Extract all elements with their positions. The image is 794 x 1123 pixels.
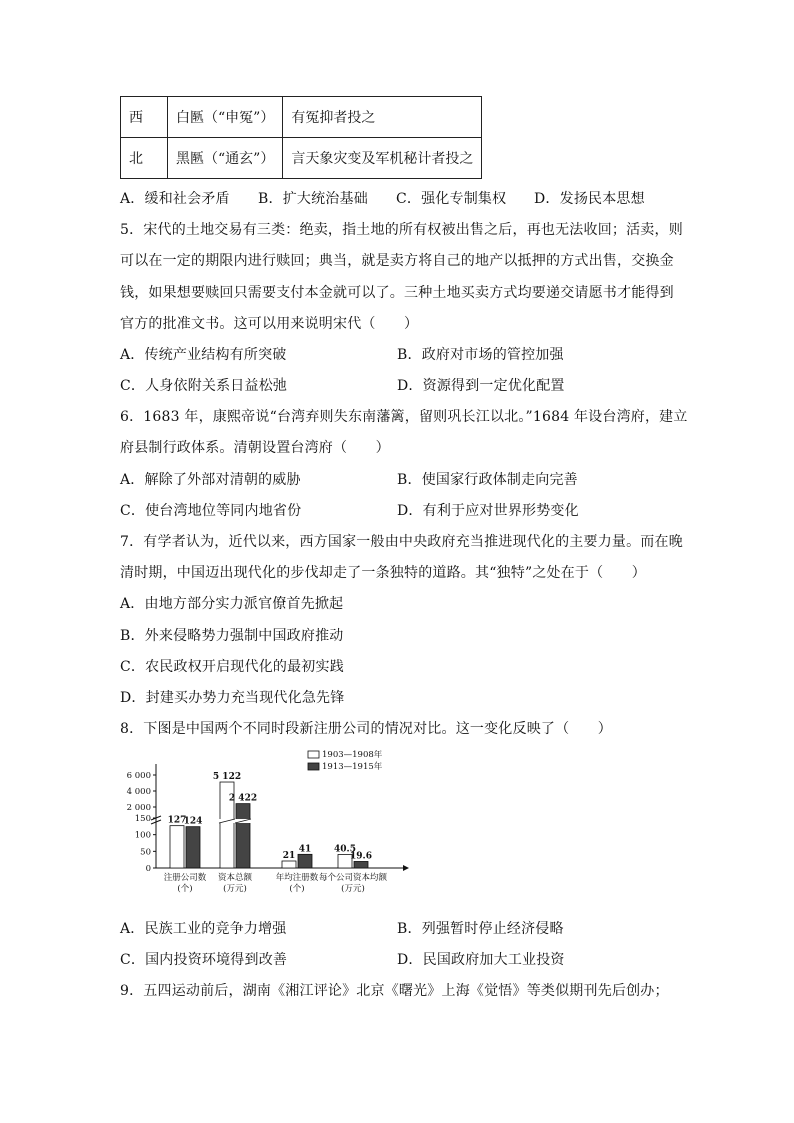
q6-stem-line: 府县制行政体系。清朝设置台湾府（ ） (120, 440, 390, 456)
data-label: 124 (183, 816, 203, 827)
bar (354, 861, 368, 868)
data-label: 127 (167, 815, 187, 826)
y-tick-label: 6 000 (126, 771, 151, 781)
category-unit-label: (万元) (223, 884, 247, 894)
data-label: 41 (298, 844, 312, 855)
table-cell: 有冤抑者投之 (283, 97, 482, 138)
bar (170, 826, 184, 868)
table-row (121, 97, 482, 138)
q5-option-b: B．政府对市场的管控加强 (397, 347, 564, 363)
q5-stem-line: 钱，如果想要赎回只需要支付本金就可以了。三种土地买卖方式均要递交请愿书才能得到 (120, 285, 674, 301)
category-label: 年均注册数 (275, 873, 319, 883)
q8-option-b: B．列强暂时停止经济侵略 (397, 921, 564, 937)
category-unit-label: (万元) (341, 884, 365, 894)
q4-options (120, 188, 645, 208)
q5-stem-line: 5．宋代的土地交易有三类：绝卖，指土地的所有权被出售之后，再也无法收回；活卖，则 (120, 222, 683, 238)
table-cell: 言天象灾变及军机秘计者投之 (283, 138, 482, 179)
q5-stem-line: 官方的批准文书。这可以用来说明宋代（ ） (120, 316, 419, 332)
q6-stem-line: 6．1683 年，康熙帝说“台湾弃则失东南藩篱，留则巩长江以北。”1684 年设台湾府，建立 (120, 409, 688, 425)
category-label: 每个公司资本均额 (318, 873, 388, 883)
table-cell: 西 (121, 97, 168, 138)
q4-option-a: A．缓和社会矛盾 (120, 191, 230, 207)
table-cell: 白匦（“申冤”） (168, 97, 283, 138)
y-tick-label: 150 (134, 814, 151, 824)
q6-option-d: D．有利于应对世界形势变化 (397, 503, 579, 519)
q4-option-d: D．发扬民本思想 (534, 191, 645, 207)
bar (186, 827, 200, 868)
x-axis-arrow (403, 865, 409, 871)
q6-option-b: B．使国家行政体制走向完善 (397, 472, 578, 488)
q8-option-a: A．民族工业的竞争力增强 (120, 921, 287, 937)
q5-option-d: D．资源得到一定优化配置 (397, 378, 565, 394)
q9-stem: 9．五四运动前后，湖南《湘江评论》北京《曙光》上海《觉悟》等类似期刊先后创办； (120, 983, 669, 999)
q8-option-c: C．国内投资环境得到改善 (120, 952, 288, 968)
bar (282, 861, 296, 868)
q7-option-a: A．由地方部分实力派官僚首先掀起 (120, 596, 344, 612)
q6-option-a: A．解除了外部对清朝的威胁 (120, 472, 301, 488)
data-label: 19.6 (350, 851, 372, 862)
punishment-box-table (120, 96, 482, 179)
category-label: 资本总额 (217, 873, 253, 883)
data-label: 2 422 (228, 793, 258, 804)
data-label: 5 122 (212, 772, 242, 783)
data-label: 21 (282, 851, 296, 861)
q5-stem-line: 可以在一定的期限内进行赎回；典当，就是卖方将自己的地产以抵押的方式出售，交换金 (120, 253, 674, 269)
q8-stem: 8．下图是中国两个不同时段新注册公司的情况对比。这一变化反映了（ ） (120, 721, 612, 737)
q7-option-c: C．农民政权开启现代化的最初实践 (120, 659, 344, 675)
company-registration-chart (118, 750, 418, 902)
q7-option-b: B．外来侵略势力强制中国政府推动 (120, 628, 344, 644)
category-unit-label: (个) (177, 884, 193, 894)
data-label: 40.5 (334, 844, 356, 855)
q5-option-a: A．传统产业结构有所突破 (120, 347, 287, 363)
y-tick-label: 0 (145, 864, 151, 874)
y-tick-label: 50 (140, 847, 151, 858)
q6-option-c: C．使台湾地位等同内地省份 (120, 503, 302, 519)
y-tick-label: 4 000 (126, 787, 151, 797)
table-cell: 黑匦（“通玄”） (168, 138, 283, 179)
legend-label: 1903—1908年 (322, 750, 383, 760)
q7-stem-line: 7．有学者认为，近代以来，西方国家一般由中央政府充当推进现代化的主要力量。而在晚 (120, 534, 683, 550)
q7-stem-line: 清时期，中国迈出现代化的步伐却走了一条独特的道路。其“独特”之处在于（ ） (120, 565, 646, 581)
q8-option-d: D．民国政府加大工业投资 (397, 952, 565, 968)
category-unit-label: (个) (289, 884, 305, 894)
table-row (121, 138, 482, 179)
legend-label: 1913—1915年 (322, 762, 383, 772)
bar (236, 804, 250, 868)
q5-option-c: C．人身依附关系日益松弛 (120, 378, 288, 394)
q7-option-d: D．封建买办势力充当现代化急先锋 (120, 690, 345, 706)
y-tick-label: 100 (134, 830, 151, 841)
table-cell: 北 (121, 138, 168, 179)
category-label: 注册公司数 (163, 873, 207, 883)
q4-option-b: B．扩大统治基础 (258, 191, 368, 207)
y-tick-label: 2 000 (126, 803, 151, 813)
q4-option-c: C．强化专制集权 (396, 191, 507, 207)
legend-swatch (308, 751, 319, 758)
legend-swatch (308, 763, 319, 770)
bar (298, 854, 312, 868)
